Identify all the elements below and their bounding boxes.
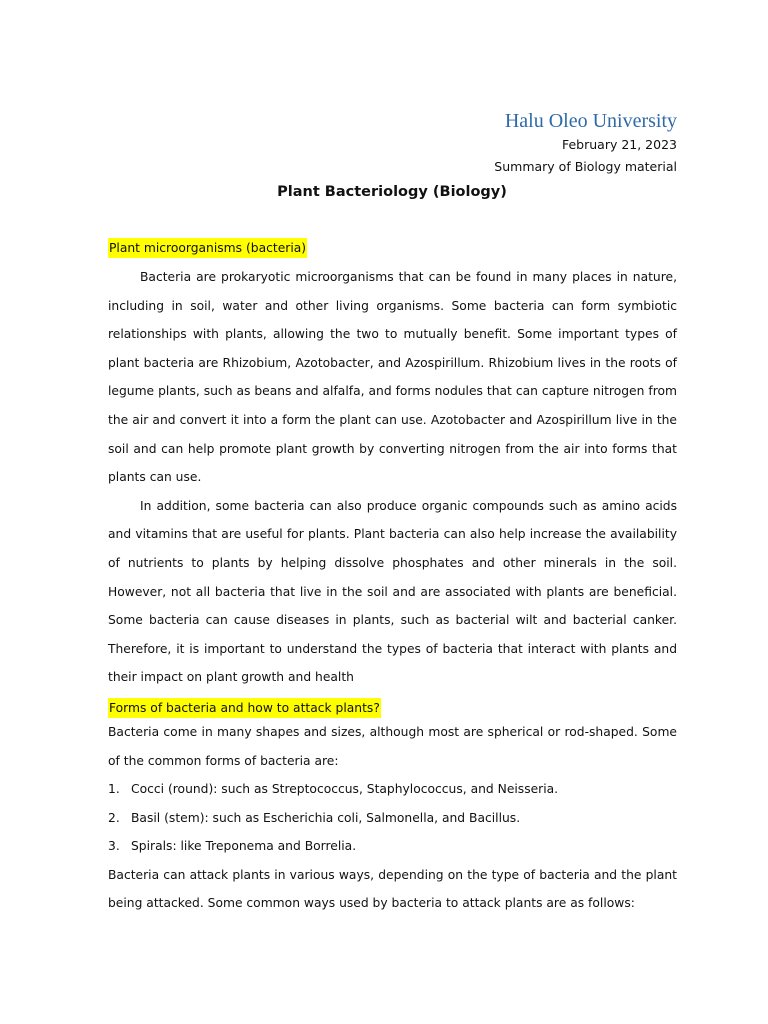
bacteria-forms-list [108,775,677,861]
university-name: Halu Oleo University [504,110,677,132]
document-header [494,108,677,178]
section-heading: Forms of bacteria and how to attack plants? [108,698,381,718]
list-number: 1. [108,782,120,797]
document-body [108,238,677,918]
section-heading: Plant microorganisms (bacteria) [108,238,307,258]
section-plant-microorganisms [108,238,677,692]
document-subtitle: Summary of Biology material [494,159,677,174]
list-item [108,804,677,833]
paragraph: Bacteria come in many shapes and sizes, although most are spherical or rod-shaped. Some of the common forms of bacteria are: [108,724,677,768]
list-number: 3. [108,839,120,854]
list-text: Basil (stem): such as Escherichia coli, Salmonella, and Bacillus. [131,810,521,825]
paragraph: In addition, some bacteria can also produce organic compounds such as amino acids and vitamins that are useful for plants. Plant bacteria can also help increase the availability of nutrients to plants by helping dissolve phosphates and other minerals in the soil. However, not all bacteria that live in the soil and are associated with plants are beneficial. Some bacteria can cause diseases in plants, such as bacterial wilt and bacterial canker. Therefore, it is important to understand the types of bacteria that interact with plants and their impact on plant growth and health [108,498,677,685]
list-item [108,775,677,804]
list-item [108,832,677,861]
section-forms-of-bacteria [108,698,677,918]
list-text: Cocci (round): such as Streptococcus, Staphylococcus, and Neisseria. [131,782,559,797]
document-title: Plant Bacteriology (Biology) [277,184,507,200]
paragraph: Bacteria can attack plants in various ways, depending on the type of bacteria and the plant being attacked. Some common ways used by bacteria to attack plants are as follows: [108,867,677,911]
list-text: Spirals: like Treponema and Borrelia. [131,839,357,854]
paragraph: Bacteria are prokaryotic microorganisms that can be found in many places in nature, including in soil, water and other living organisms. Some bacteria can form symbiotic relationships with plants, allowing the two to mutually benefit. Some important types of plant bacteria are Rhizobium, Azotobacter, and Azospirillum. Rhizobium lives in the roots of legume plants, such as beans and alfalfa, and forms nodules that can capture nitrogen from the air and convert it into a form the plant can use. Azotobacter and Azospirillum live in the soil and can help promote plant growth by converting nitrogen from the air into forms that plants can use. [108,270,677,485]
list-number: 2. [108,810,120,825]
document-date: February 21, 2023 [561,137,677,152]
